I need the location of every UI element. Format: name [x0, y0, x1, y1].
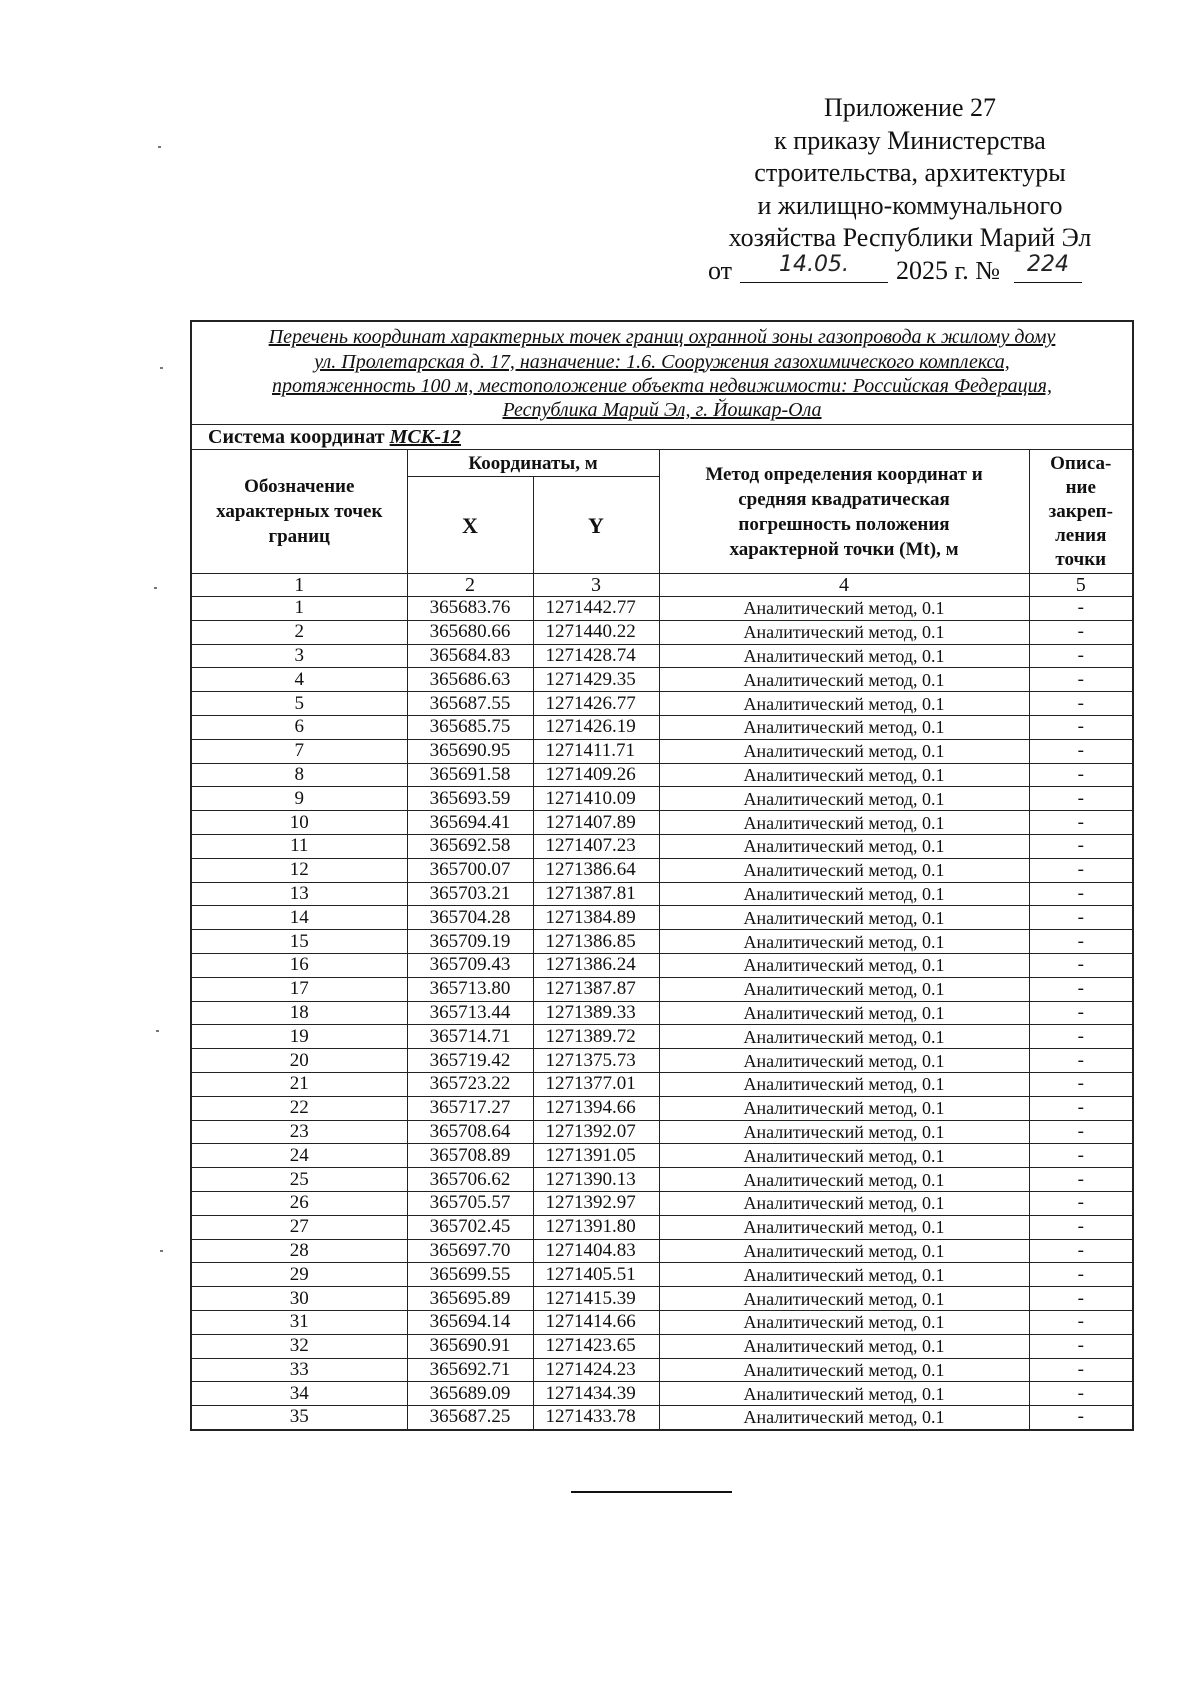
x-coordinate-cell: 365683.76 — [407, 597, 533, 621]
x-coordinate-cell: 365717.27 — [407, 1096, 533, 1120]
x-coordinate-cell: 365689.09 — [407, 1382, 533, 1406]
point-id-cell: 16 — [191, 953, 407, 977]
table-row — [191, 644, 1133, 668]
y-coordinate-cell: 1271386.24 — [533, 953, 659, 977]
table-row — [191, 1096, 1133, 1120]
method-cell: Аналитический метод, 0.1 — [659, 834, 1029, 858]
header-point: Обозначение характерных точек границ — [191, 450, 407, 574]
description-cell: - — [1029, 858, 1133, 882]
table-row — [191, 668, 1133, 692]
table-row — [191, 1144, 1133, 1168]
point-id-cell: 21 — [191, 1072, 407, 1096]
table-row — [191, 1001, 1133, 1025]
x-coordinate-cell: 365695.89 — [407, 1287, 533, 1311]
y-coordinate-cell: 1271414.66 — [533, 1310, 659, 1334]
description-cell: - — [1029, 1215, 1133, 1239]
description-cell: - — [1029, 715, 1133, 739]
method-cell: Аналитический метод, 0.1 — [659, 692, 1029, 716]
scan-speck — [160, 1250, 163, 1252]
method-cell: Аналитический метод, 0.1 — [659, 811, 1029, 835]
description-cell: - — [1029, 1406, 1133, 1430]
header-description: Описа- ние закреп- ления точки — [1029, 450, 1133, 574]
method-cell: Аналитический метод, 0.1 — [659, 1382, 1029, 1406]
description-cell: - — [1029, 811, 1133, 835]
point-id-cell: 19 — [191, 1025, 407, 1049]
y-coordinate-cell: 1271409.26 — [533, 763, 659, 787]
y-coordinate-cell: 1271390.13 — [533, 1168, 659, 1192]
column-number: 4 — [659, 574, 1029, 597]
description-cell: - — [1029, 668, 1133, 692]
title-line: Республика Марий Эл, г. Йошкар-Ола — [502, 399, 822, 422]
point-id-cell: 27 — [191, 1215, 407, 1239]
method-cell: Аналитический метод, 0.1 — [659, 1310, 1029, 1334]
method-cell: Аналитический метод, 0.1 — [659, 1025, 1029, 1049]
column-number: 2 — [407, 574, 533, 597]
description-cell: - — [1029, 763, 1133, 787]
point-id-cell: 23 — [191, 1120, 407, 1144]
method-cell: Аналитический метод, 0.1 — [659, 1096, 1029, 1120]
header-line: к приказу Министерства — [774, 125, 1046, 155]
x-coordinate-cell: 365690.91 — [407, 1334, 533, 1358]
point-id-cell: 2 — [191, 620, 407, 644]
table-row — [191, 834, 1133, 858]
y-coordinate-cell: 1271426.19 — [533, 715, 659, 739]
scan-speck — [154, 587, 157, 589]
closing-rule — [571, 1491, 732, 1493]
method-cell: Аналитический метод, 0.1 — [659, 597, 1029, 621]
coordinate-system — [191, 425, 1133, 450]
table-row — [191, 763, 1133, 787]
table-row — [191, 1191, 1133, 1215]
method-cell: Аналитический метод, 0.1 — [659, 787, 1029, 811]
x-coordinate-cell: 365723.22 — [407, 1072, 533, 1096]
method-cell: Аналитический метод, 0.1 — [659, 763, 1029, 787]
description-cell: - — [1029, 906, 1133, 930]
date-handwritten: 14.05. — [740, 252, 888, 283]
y-coordinate-cell: 1271433.78 — [533, 1406, 659, 1430]
point-id-cell: 1 — [191, 597, 407, 621]
method-cell: Аналитический метод, 0.1 — [659, 1263, 1029, 1287]
point-id-cell: 7 — [191, 739, 407, 763]
x-coordinate-cell: 365690.95 — [407, 739, 533, 763]
y-coordinate-cell: 1271440.22 — [533, 620, 659, 644]
y-coordinate-cell: 1271407.89 — [533, 811, 659, 835]
point-id-cell: 9 — [191, 787, 407, 811]
x-coordinate-cell: 365713.80 — [407, 977, 533, 1001]
y-coordinate-cell: 1271411.71 — [533, 739, 659, 763]
description-cell: - — [1029, 1120, 1133, 1144]
y-coordinate-cell: 1271415.39 — [533, 1287, 659, 1311]
method-cell: Аналитический метод, 0.1 — [659, 620, 1029, 644]
table-row — [191, 811, 1133, 835]
method-cell: Аналитический метод, 0.1 — [659, 1287, 1029, 1311]
method-cell: Аналитический метод, 0.1 — [659, 1406, 1029, 1430]
point-id-cell: 4 — [191, 668, 407, 692]
point-id-cell: 17 — [191, 977, 407, 1001]
y-coordinate-cell: 1271434.39 — [533, 1382, 659, 1406]
method-cell: Аналитический метод, 0.1 — [659, 930, 1029, 954]
method-cell: Аналитический метод, 0.1 — [659, 1049, 1029, 1073]
method-cell: Аналитический метод, 0.1 — [659, 1358, 1029, 1382]
description-cell: - — [1029, 1168, 1133, 1192]
description-cell: - — [1029, 1096, 1133, 1120]
y-coordinate-cell: 1271392.07 — [533, 1120, 659, 1144]
point-id-cell: 31 — [191, 1310, 407, 1334]
point-id-cell: 29 — [191, 1263, 407, 1287]
description-cell: - — [1029, 1263, 1133, 1287]
column-number: 1 — [191, 574, 407, 597]
method-cell: Аналитический метод, 0.1 — [659, 644, 1029, 668]
point-id-cell: 12 — [191, 858, 407, 882]
table-row — [191, 597, 1133, 621]
description-cell: - — [1029, 882, 1133, 906]
description-cell: - — [1029, 1049, 1133, 1073]
x-coordinate-cell: 365705.57 — [407, 1191, 533, 1215]
x-coordinate-cell: 365703.21 — [407, 882, 533, 906]
point-id-cell: 5 — [191, 692, 407, 716]
description-cell: - — [1029, 953, 1133, 977]
method-cell: Аналитический метод, 0.1 — [659, 1120, 1029, 1144]
scan-speck — [156, 1030, 159, 1032]
x-coordinate-cell: 365706.62 — [407, 1168, 533, 1192]
table-row — [191, 858, 1133, 882]
y-coordinate-cell: 1271386.64 — [533, 858, 659, 882]
header-y: Y — [533, 477, 659, 574]
x-coordinate-cell: 365713.44 — [407, 1001, 533, 1025]
point-id-cell: 11 — [191, 834, 407, 858]
y-coordinate-cell: 1271387.81 — [533, 882, 659, 906]
description-cell: - — [1029, 1334, 1133, 1358]
table-row — [191, 882, 1133, 906]
x-coordinate-cell: 365709.19 — [407, 930, 533, 954]
title-line: Перечень координат характерных точек границ охранной зоны газопровода к жилому дому — [268, 326, 1056, 349]
x-coordinate-cell: 365714.71 — [407, 1025, 533, 1049]
header-method: Метод определения координат и средняя квадратическая погрешность положения характерной точки (Mt), м — [659, 450, 1029, 574]
table-row — [191, 953, 1133, 977]
scan-speck — [160, 367, 163, 369]
y-coordinate-cell: 1271424.23 — [533, 1358, 659, 1382]
x-coordinate-cell: 365684.83 — [407, 644, 533, 668]
y-coordinate-cell: 1271387.87 — [533, 977, 659, 1001]
description-cell: - — [1029, 930, 1133, 954]
x-coordinate-cell: 365699.55 — [407, 1263, 533, 1287]
table-body — [191, 597, 1133, 1430]
table-row — [191, 1049, 1133, 1073]
header-line: хозяйства Республики Марий Эл — [728, 223, 1092, 252]
x-coordinate-cell: 365704.28 — [407, 906, 533, 930]
y-coordinate-cell: 1271407.23 — [533, 834, 659, 858]
description-cell: - — [1029, 1001, 1133, 1025]
table-row — [191, 739, 1133, 763]
table-row — [191, 1382, 1133, 1406]
table-row — [191, 1358, 1133, 1382]
x-coordinate-cell: 365697.70 — [407, 1239, 533, 1263]
table-row — [191, 1310, 1133, 1334]
header-coords: Координаты, м — [407, 450, 659, 477]
y-coordinate-cell: 1271391.05 — [533, 1144, 659, 1168]
x-coordinate-cell: 365693.59 — [407, 787, 533, 811]
description-cell: - — [1029, 1358, 1133, 1382]
description-cell: - — [1029, 1072, 1133, 1096]
header-line: и жилищно-коммунального — [757, 190, 1063, 220]
table-row — [191, 787, 1133, 811]
method-cell: Аналитический метод, 0.1 — [659, 1215, 1029, 1239]
point-id-cell: 22 — [191, 1096, 407, 1120]
point-id-cell: 32 — [191, 1334, 407, 1358]
description-cell: - — [1029, 1191, 1133, 1215]
description-cell: - — [1029, 597, 1133, 621]
method-cell: Аналитический метод, 0.1 — [659, 858, 1029, 882]
description-cell: - — [1029, 620, 1133, 644]
description-cell: - — [1029, 739, 1133, 763]
date-prefix: от — [708, 256, 733, 285]
y-coordinate-cell: 1271389.72 — [533, 1025, 659, 1049]
x-coordinate-cell: 365694.14 — [407, 1310, 533, 1334]
y-coordinate-cell: 1271405.51 — [533, 1263, 659, 1287]
point-id-cell: 6 — [191, 715, 407, 739]
table-row — [191, 1025, 1133, 1049]
table-row — [191, 977, 1133, 1001]
description-cell: - — [1029, 1144, 1133, 1168]
y-coordinate-cell: 1271391.80 — [533, 1215, 659, 1239]
x-coordinate-cell: 365694.41 — [407, 811, 533, 835]
column-number: 5 — [1029, 574, 1133, 597]
method-cell: Аналитический метод, 0.1 — [659, 1191, 1029, 1215]
point-id-cell: 15 — [191, 930, 407, 954]
table-row — [191, 620, 1133, 644]
point-id-cell: 18 — [191, 1001, 407, 1025]
point-id-cell: 24 — [191, 1144, 407, 1168]
description-cell: - — [1029, 692, 1133, 716]
y-coordinate-cell: 1271423.65 — [533, 1334, 659, 1358]
method-cell: Аналитический метод, 0.1 — [659, 1239, 1029, 1263]
y-coordinate-cell: 1271384.89 — [533, 906, 659, 930]
point-id-cell: 26 — [191, 1191, 407, 1215]
y-coordinate-cell: 1271377.01 — [533, 1072, 659, 1096]
table-row — [191, 1406, 1133, 1430]
point-id-cell: 25 — [191, 1168, 407, 1192]
point-id-cell: 35 — [191, 1406, 407, 1430]
table-row — [191, 1120, 1133, 1144]
table-row — [191, 930, 1133, 954]
point-id-cell: 3 — [191, 644, 407, 668]
y-coordinate-cell: 1271442.77 — [533, 597, 659, 621]
table-row — [191, 1263, 1133, 1287]
x-coordinate-cell: 365709.43 — [407, 953, 533, 977]
table-row — [191, 1215, 1133, 1239]
y-coordinate-cell: 1271389.33 — [533, 1001, 659, 1025]
y-coordinate-cell: 1271394.66 — [533, 1096, 659, 1120]
table-row — [191, 692, 1133, 716]
header-line: Приложение 27 — [823, 93, 997, 122]
point-id-cell: 14 — [191, 906, 407, 930]
point-id-cell: 28 — [191, 1239, 407, 1263]
table-row — [191, 906, 1133, 930]
x-coordinate-cell: 365708.89 — [407, 1144, 533, 1168]
y-coordinate-cell: 1271410.09 — [533, 787, 659, 811]
y-coordinate-cell: 1271404.83 — [533, 1239, 659, 1263]
y-coordinate-cell: 1271375.73 — [533, 1049, 659, 1073]
method-cell: Аналитический метод, 0.1 — [659, 1144, 1029, 1168]
table-row — [191, 1287, 1133, 1311]
description-cell: - — [1029, 1239, 1133, 1263]
x-coordinate-cell: 365702.45 — [407, 1215, 533, 1239]
method-cell: Аналитический метод, 0.1 — [659, 977, 1029, 1001]
point-id-cell: 33 — [191, 1358, 407, 1382]
description-cell: - — [1029, 1310, 1133, 1334]
method-cell: Аналитический метод, 0.1 — [659, 1334, 1029, 1358]
y-coordinate-cell: 1271429.35 — [533, 668, 659, 692]
x-coordinate-cell: 365685.75 — [407, 715, 533, 739]
x-coordinate-cell: 365692.58 — [407, 834, 533, 858]
system-label: Система координат — [208, 426, 385, 448]
table-row — [191, 1334, 1133, 1358]
coordinates-table — [190, 320, 1134, 1431]
y-coordinate-cell: 1271428.74 — [533, 644, 659, 668]
point-id-cell: 13 — [191, 882, 407, 906]
header-x: X — [407, 477, 533, 574]
title-line: протяженность 100 м, местоположение объекта недвижимости: Российская Федерация, — [272, 375, 1052, 397]
description-cell: - — [1029, 834, 1133, 858]
x-coordinate-cell: 365692.71 — [407, 1358, 533, 1382]
x-coordinate-cell: 365687.55 — [407, 692, 533, 716]
table-title — [191, 321, 1133, 425]
column-number-row — [191, 574, 1133, 597]
description-cell: - — [1029, 787, 1133, 811]
x-coordinate-cell: 365700.07 — [407, 858, 533, 882]
description-cell: - — [1029, 1287, 1133, 1311]
appendix-header — [690, 92, 1130, 255]
point-id-cell: 8 — [191, 763, 407, 787]
method-cell: Аналитический метод, 0.1 — [659, 953, 1029, 977]
method-cell: Аналитический метод, 0.1 — [659, 882, 1029, 906]
description-cell: - — [1029, 1382, 1133, 1406]
point-id-cell: 34 — [191, 1382, 407, 1406]
description-cell: - — [1029, 1025, 1133, 1049]
x-coordinate-cell: 365708.64 — [407, 1120, 533, 1144]
system-code: МСК-12 — [389, 426, 461, 448]
method-cell: Аналитический метод, 0.1 — [659, 1072, 1029, 1096]
x-coordinate-cell: 365680.66 — [407, 620, 533, 644]
description-cell: - — [1029, 977, 1133, 1001]
point-id-cell: 30 — [191, 1287, 407, 1311]
x-coordinate-cell: 365691.58 — [407, 763, 533, 787]
point-id-cell: 20 — [191, 1049, 407, 1073]
table-row — [191, 1168, 1133, 1192]
method-cell: Аналитический метод, 0.1 — [659, 1001, 1029, 1025]
method-cell: Аналитический метод, 0.1 — [659, 739, 1029, 763]
method-cell: Аналитический метод, 0.1 — [659, 668, 1029, 692]
title-line: ул. Пролетарская д. 17, назначение: 1.6. Сооружения газохимического комплекса, — [314, 350, 1010, 373]
year-number-label: 2025 г. № — [896, 256, 1001, 285]
x-coordinate-cell: 365687.25 — [407, 1406, 533, 1430]
x-coordinate-cell: 365686.63 — [407, 668, 533, 692]
y-coordinate-cell: 1271392.97 — [533, 1191, 659, 1215]
scan-speck — [158, 146, 161, 148]
table-row — [191, 715, 1133, 739]
point-id-cell: 10 — [191, 811, 407, 835]
order-date-line — [696, 252, 1136, 290]
x-coordinate-cell: 365719.42 — [407, 1049, 533, 1073]
y-coordinate-cell: 1271426.77 — [533, 692, 659, 716]
header-line: строительства, архитектуры — [754, 158, 1066, 187]
table-row — [191, 1239, 1133, 1263]
order-number-handwritten: 224 — [1014, 252, 1082, 283]
method-cell: Аналитический метод, 0.1 — [659, 715, 1029, 739]
table-row — [191, 1072, 1133, 1096]
description-cell: - — [1029, 644, 1133, 668]
method-cell: Аналитический метод, 0.1 — [659, 1168, 1029, 1192]
column-number: 3 — [533, 574, 659, 597]
method-cell: Аналитический метод, 0.1 — [659, 906, 1029, 930]
y-coordinate-cell: 1271386.85 — [533, 930, 659, 954]
